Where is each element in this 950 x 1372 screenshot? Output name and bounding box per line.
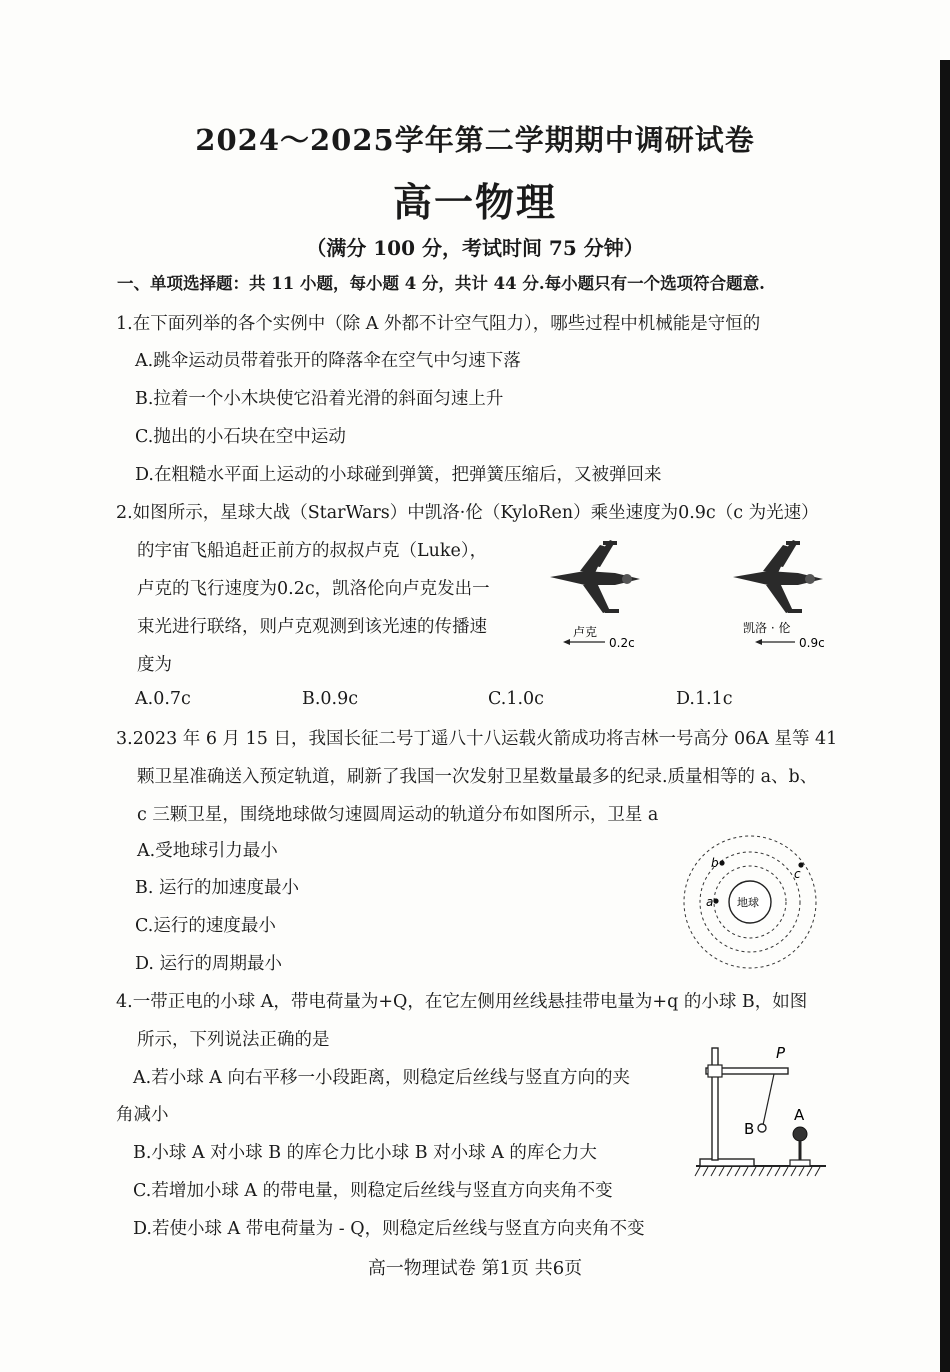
luke-speed: 0.2c [609,636,635,650]
page-footer: 高一物理试卷 第1页 共6页 [367,1258,583,1279]
q4-option-a: A.若小球 A 向右平移一小段距离，则稳定后丝线与竖直方向的夹 [133,1068,630,1088]
q2-stem-line1: 2.如图所示，星球大战（StarWars）中凯洛·伦（KyloRen）乘坐速度为0.9c（c 为光速） [116,503,819,523]
q1-option-c: C.抛出的小石块在空中运动 [135,427,346,447]
ball-a [793,1127,807,1141]
ball-b [758,1124,766,1132]
q4-option-d: D.若使小球 A 带电荷量为 - Q，则稳定后丝线与竖直方向夹角不变 [133,1219,645,1239]
q2-option-a: A.0.7c [135,689,191,709]
stand-clamp [708,1065,722,1077]
luke-ship-icon [550,540,640,613]
ball-a-label: A [794,1106,805,1124]
satellite-a [713,898,718,903]
q2-spaceship-figure [545,535,845,660]
q1-option-d: D.在粗糙水平面上运动的小球碰到弹簧，把弹簧压缩后，又被弹回来 [135,465,662,485]
q2-stem-line5: 度为 [137,655,172,675]
q3-stem-line2: 颗卫星准确送入预定轨道，刷新了我国一次发射卫星数量最多的纪录.质量相等的 a、b、 [137,767,818,787]
exam-title: 2024～2025学年第二学期期中调研试卷 [195,123,755,157]
q4-option-c: C.若增加小球 A 的带电量，则稳定后丝线与竖直方向夹角不变 [133,1181,613,1201]
q3-stem-line3: c 三颗卫星，围绕地球做匀速圆周运动的轨道分布如图所示，卫星 a [137,805,659,825]
q4-option-a-cont: 角减小 [116,1105,169,1125]
q1-option-a: A.跳伞运动员带着张开的降落伞在空气中匀速下落 [135,351,521,371]
q3-orbit-figure [680,832,820,972]
ground-hatch [695,1167,820,1176]
kylo-label: 凯洛 · 伦 [743,621,791,635]
satellite-c-label: c [794,867,801,881]
q4-stem-line1: 4.一带正电的小球 A，带电荷量为+Q，在它左侧用丝线悬挂带电量为+q 的小球 B，如图 [116,992,808,1012]
q3-option-b: B. 运行的加速度最小 [135,878,299,898]
satellite-a-label: a [706,895,714,909]
earth-label: 地球 [737,896,759,909]
q4-apparatus-figure [692,1040,832,1182]
q4-option-b: B.小球 A 对小球 B 的库仑力比小球 B 对小球 A 的库仑力大 [133,1143,597,1163]
kylo-ship-icon [733,540,823,613]
satellite-b [719,860,724,865]
section-heading: 一、单项选择题：共 11 小题，每小题 4 分，共计 44 分.每小题只有一个选项符合题意. [117,274,765,293]
q2-stem-line2: 的宇宙飞船追赶正前方的叔叔卢克（Luke）， [137,541,488,561]
q1-option-b: B.拉着一个小木块使它沿着光滑的斜面匀速上升 [135,389,504,409]
q3-stem-line1: 3.2023 年 6 月 15 日，我国长征二号丁遥八十八运载火箭成功将吉林一号高分 06A 星等 41 [116,729,838,749]
satellite-b-label: b [711,856,719,870]
q3-option-c: C.运行的速度最小 [135,916,276,936]
q2-option-d: D.1.1c [676,689,733,709]
q2-option-c: C.1.0c [488,689,544,709]
q2-stem-line4: 束光进行联络，则卢克观测到该光速的传播速 [137,617,487,637]
q2-option-b: B.0.9c [302,689,359,709]
kylo-speed: 0.9c [799,636,825,650]
luke-label: 卢克 [573,625,598,639]
q3-option-d: D. 运行的周期最小 [135,954,283,974]
ball-b-label: B [744,1120,755,1138]
q2-stem-line3: 卢克的飞行速度为0.2c，凯洛伦向卢克发出一 [137,579,490,599]
q4-stem-line2: 所示，下列说法正确的是 [137,1030,330,1050]
stand-base [700,1159,754,1166]
subject-title: 高一物理 [392,180,557,226]
exam-note: （满分 100 分，考试时间 75 分钟） [306,236,644,260]
ball-a-base [790,1160,810,1166]
q1-stem: 1.在下面列举的各个实例中（除 A 外都不计空气阻力），哪些过程中机械能是守恒的 [116,314,761,334]
silk-thread [763,1074,774,1125]
q3-option-a: A.受地球引力最小 [137,841,278,861]
point-p-label: P [776,1044,786,1062]
